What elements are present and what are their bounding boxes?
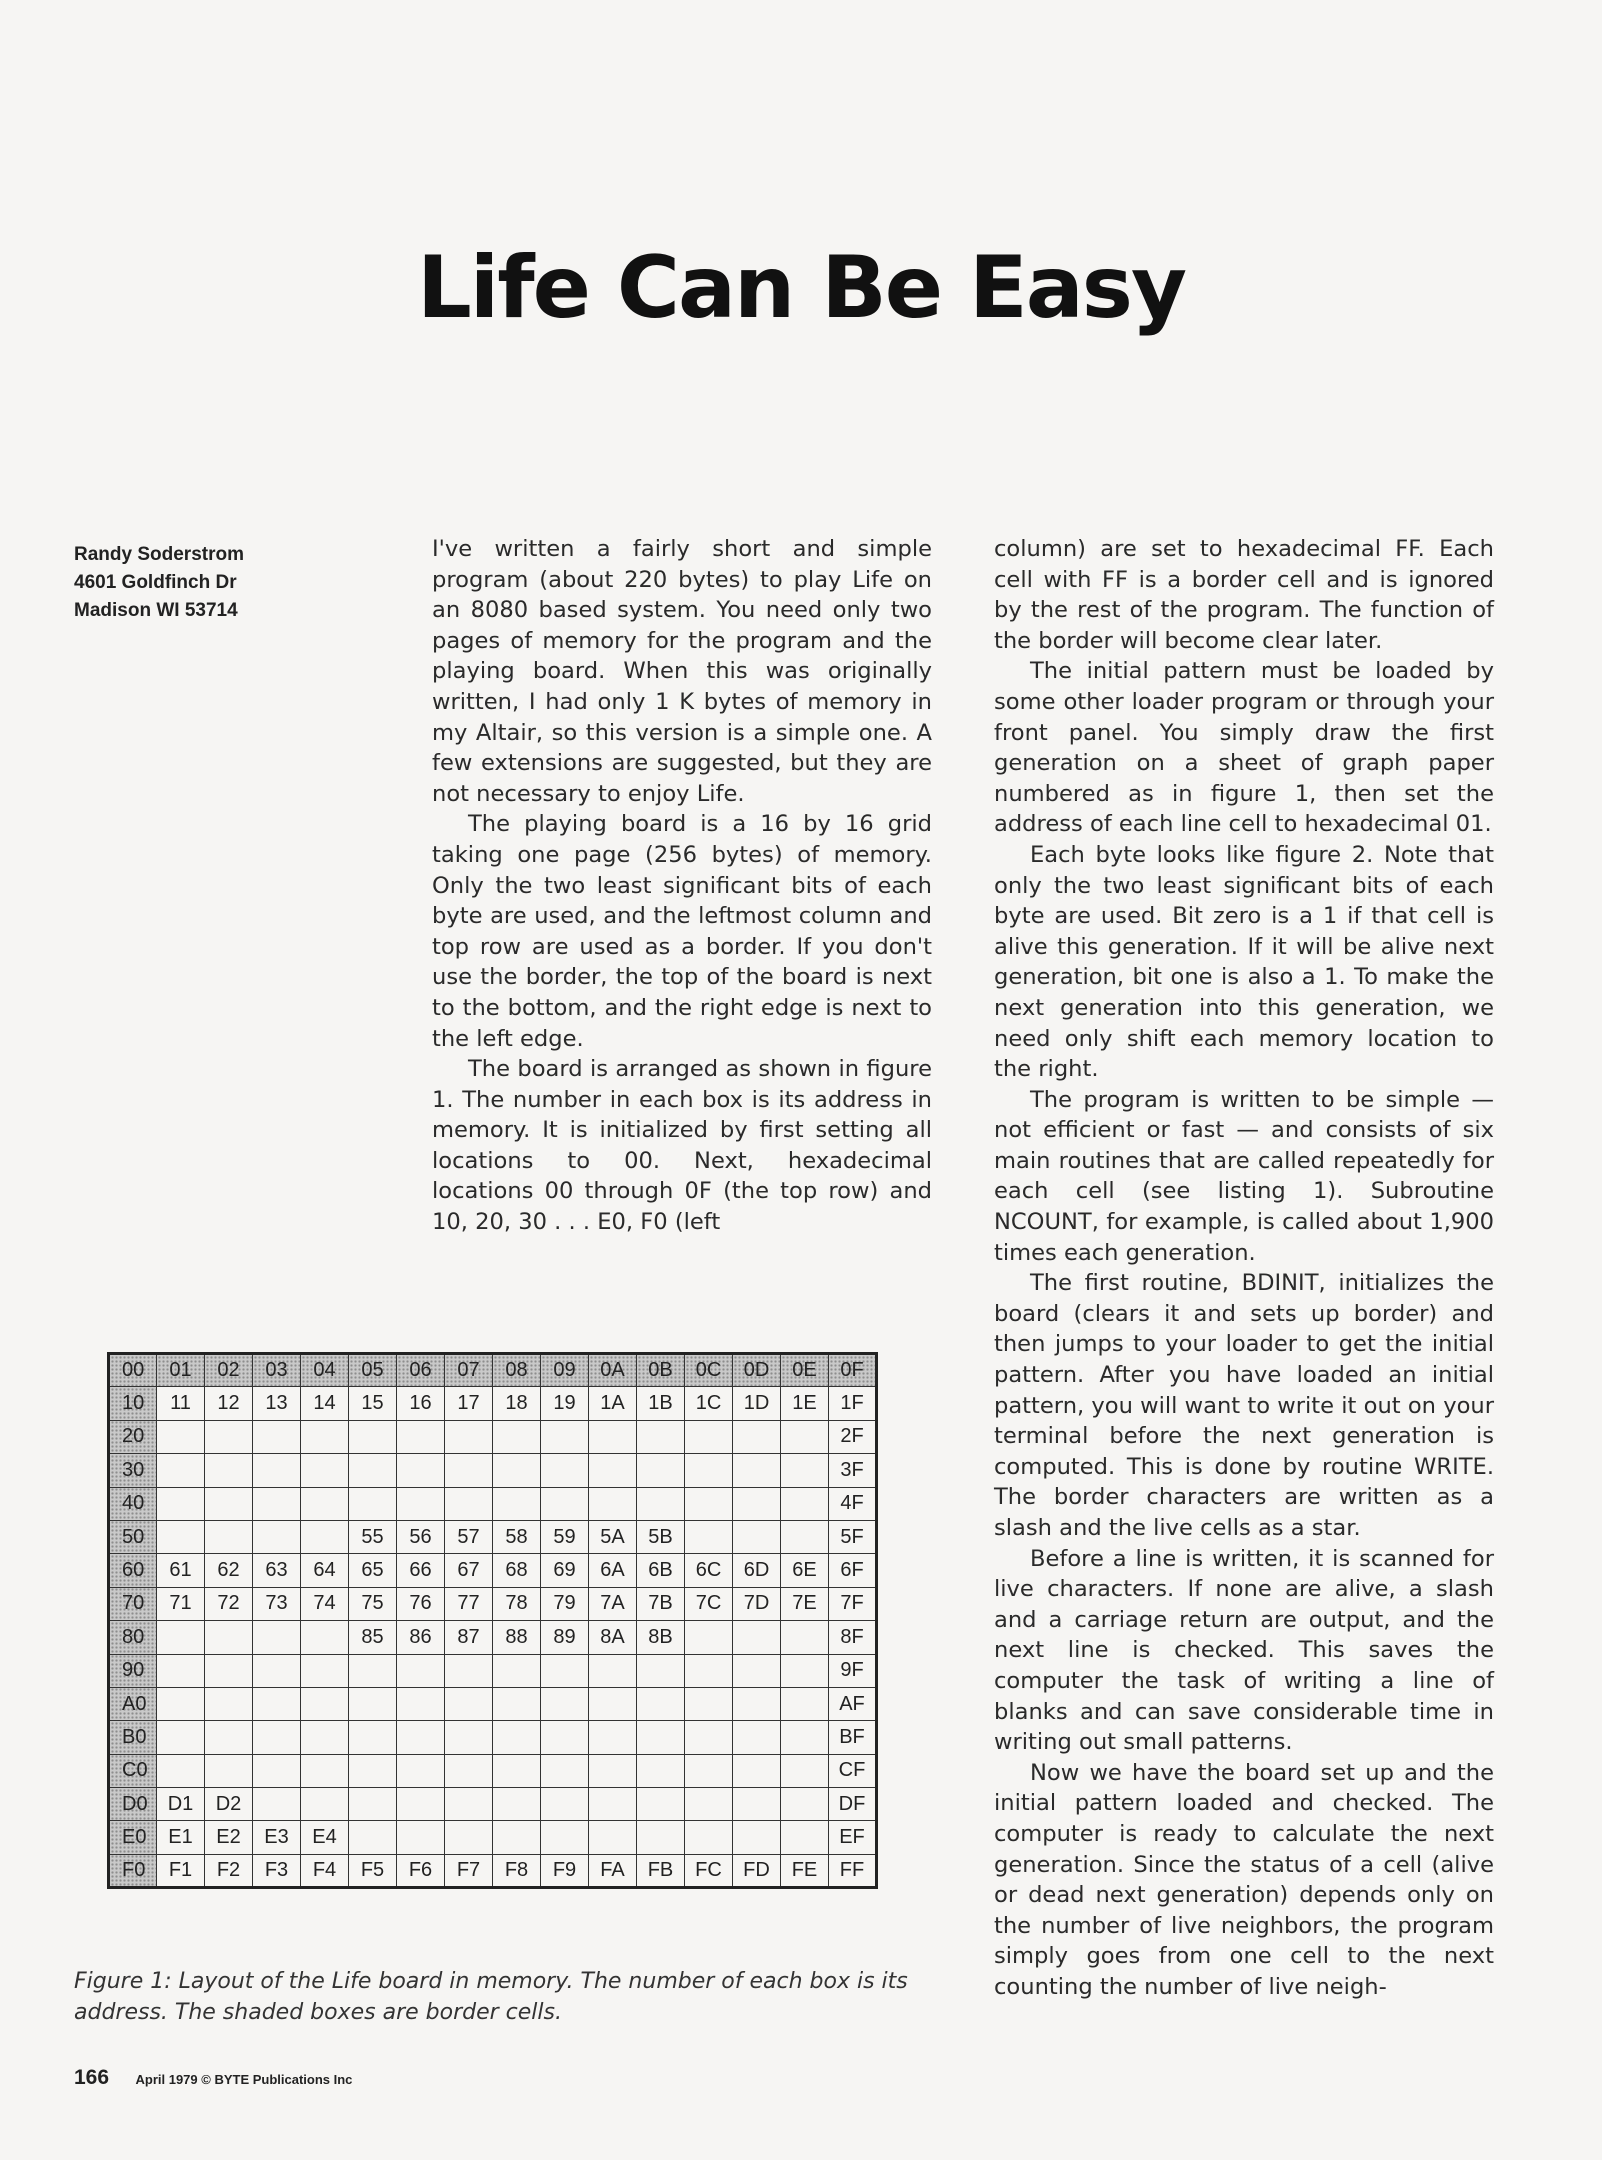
grid-cell	[349, 1687, 397, 1720]
grid-cell: 7A	[589, 1587, 637, 1620]
grid-cell: E0	[109, 1821, 157, 1854]
grid-cell	[397, 1454, 445, 1487]
grid-cell	[637, 1721, 685, 1754]
grid-cell	[301, 1454, 349, 1487]
grid-cell	[781, 1454, 829, 1487]
grid-cell: 9F	[829, 1654, 877, 1687]
grid-cell: AF	[829, 1687, 877, 1720]
grid-cell: 00	[109, 1354, 157, 1387]
grid-cell	[397, 1654, 445, 1687]
grid-row	[109, 1387, 877, 1420]
grid-cell	[781, 1788, 829, 1821]
grid-cell	[685, 1788, 733, 1821]
grid-cell	[253, 1788, 301, 1821]
grid-cell: FE	[781, 1854, 829, 1887]
grid-cell	[781, 1754, 829, 1787]
grid-cell: 88	[493, 1621, 541, 1654]
grid-cell	[205, 1754, 253, 1787]
grid-cell	[397, 1754, 445, 1787]
grid-cell: 5B	[637, 1520, 685, 1553]
grid-row	[109, 1420, 877, 1453]
grid-cell: 5A	[589, 1520, 637, 1553]
grid-row	[109, 1587, 877, 1620]
paragraph: Each byte looks like figure 2. Note that only the two least significant bits of each byte are used. Bit zero is a 1 if that cell is alive this generation. If it will be alive next generation, bit one is also a 1. To make the next generation into this generation, we need only shift each memory location to the right.	[994, 841, 1494, 1083]
grid-cell	[445, 1454, 493, 1487]
grid-cell: 18	[493, 1387, 541, 1420]
grid-cell	[445, 1754, 493, 1787]
grid-cell	[541, 1454, 589, 1487]
paragraph: The playing board is a 16 by 16 grid taking one page (256 bytes) of memory. Only the two least significant bits of each byte are used, and the leftmost column and top row are used as a border. If you don't use the border, the top of the board is next to the bottom, and the right edge is next to the left edge.	[432, 811, 932, 1052]
grid-cell	[397, 1788, 445, 1821]
grid-cell: F6	[397, 1854, 445, 1887]
grid-cell: 60	[109, 1554, 157, 1587]
grid-cell	[541, 1487, 589, 1520]
grid-cell	[445, 1721, 493, 1754]
grid-cell	[781, 1721, 829, 1754]
grid-cell: 71	[157, 1587, 205, 1620]
grid-cell	[205, 1687, 253, 1720]
grid-cell: A0	[109, 1687, 157, 1720]
grid-cell	[733, 1420, 781, 1453]
grid-cell: 20	[109, 1420, 157, 1453]
grid-cell: 63	[253, 1554, 301, 1587]
grid-cell	[301, 1754, 349, 1787]
grid-cell	[301, 1654, 349, 1687]
grid-cell: F5	[349, 1854, 397, 1887]
grid-cell: 61	[157, 1554, 205, 1587]
grid-cell: 15	[349, 1387, 397, 1420]
grid-cell	[253, 1420, 301, 1453]
grid-cell: 70	[109, 1587, 157, 1620]
grid-cell: F4	[301, 1854, 349, 1887]
paragraph: The initial pattern must be loaded by some other loader program or through your front panel. You simply draw the first generation on a sheet of graph paper numbered as in figure 1, then set the address of each line cell to hexadecimal 01.	[994, 658, 1494, 838]
grid-cell: 30	[109, 1454, 157, 1487]
grid-cell: 58	[493, 1520, 541, 1553]
grid-cell	[541, 1654, 589, 1687]
grid-cell	[205, 1654, 253, 1687]
grid-cell	[349, 1788, 397, 1821]
grid-cell: 66	[397, 1554, 445, 1587]
grid-cell: 3F	[829, 1454, 877, 1487]
grid-cell: 0C	[685, 1354, 733, 1387]
grid-cell	[253, 1454, 301, 1487]
grid-cell: FD	[733, 1854, 781, 1887]
grid-row	[109, 1788, 877, 1821]
grid-cell	[733, 1821, 781, 1854]
grid-cell: F1	[157, 1854, 205, 1887]
grid-cell	[589, 1754, 637, 1787]
grid-cell	[445, 1687, 493, 1720]
grid-cell: 01	[157, 1354, 205, 1387]
grid-cell: 6E	[781, 1554, 829, 1587]
grid-cell: 1C	[685, 1387, 733, 1420]
grid-cell: 69	[541, 1554, 589, 1587]
grid-cell	[781, 1487, 829, 1520]
grid-row	[109, 1687, 877, 1720]
grid-cell: 7D	[733, 1587, 781, 1620]
grid-cell: 07	[445, 1354, 493, 1387]
grid-cell	[157, 1487, 205, 1520]
grid-cell	[733, 1520, 781, 1553]
grid-row	[109, 1454, 877, 1487]
grid-cell	[205, 1621, 253, 1654]
grid-cell	[733, 1788, 781, 1821]
grid-cell	[589, 1788, 637, 1821]
grid-cell	[349, 1754, 397, 1787]
grid-cell	[157, 1454, 205, 1487]
author-block	[74, 541, 304, 625]
grid-cell	[397, 1821, 445, 1854]
grid-cell: 8F	[829, 1621, 877, 1654]
grid-cell	[445, 1654, 493, 1687]
grid-cell	[349, 1721, 397, 1754]
grid-cell: F3	[253, 1854, 301, 1887]
grid-cell	[157, 1621, 205, 1654]
article-title: Life Can Be Easy	[416, 238, 1186, 338]
grid-cell	[589, 1420, 637, 1453]
text-column-right	[994, 534, 1494, 2003]
paragraph: column) are set to hexadecimal FF. Each cell with FF is a border cell and is ignored by the rest of the program. The function of the border will become clear later.	[994, 536, 1494, 654]
grid-cell: E4	[301, 1821, 349, 1854]
grid-cell	[541, 1721, 589, 1754]
grid-cell	[637, 1454, 685, 1487]
grid-cell: F9	[541, 1854, 589, 1887]
grid-cell: 68	[493, 1554, 541, 1587]
grid-cell	[541, 1821, 589, 1854]
grid-cell	[733, 1621, 781, 1654]
grid-cell	[445, 1788, 493, 1821]
grid-cell	[445, 1487, 493, 1520]
grid-cell: 4F	[829, 1487, 877, 1520]
grid-row	[109, 1520, 877, 1553]
grid-cell: D2	[205, 1788, 253, 1821]
grid-cell: 08	[493, 1354, 541, 1387]
grid-cell	[589, 1821, 637, 1854]
grid-cell	[493, 1687, 541, 1720]
grid-cell: 1E	[781, 1387, 829, 1420]
grid-cell	[541, 1754, 589, 1787]
grid-cell	[637, 1654, 685, 1687]
grid-cell: 77	[445, 1587, 493, 1620]
grid-cell: 17	[445, 1387, 493, 1420]
paragraph: Before a line is written, it is scanned for live characters. If none are alive, a slash and a carriage return are output, and the next line is checked. This saves the computer the task of writing a line of blanks and can save considerable time in writing out small patterns.	[994, 1545, 1494, 1756]
grid-cell	[733, 1721, 781, 1754]
grid-cell: 74	[301, 1587, 349, 1620]
grid-cell: 06	[397, 1354, 445, 1387]
grid-cell: 0E	[781, 1354, 829, 1387]
grid-cell: 04	[301, 1354, 349, 1387]
grid-cell	[301, 1687, 349, 1720]
paragraph: The board is arranged as shown in figure 1. The number in each box is its address in memory. It is initialized by first setting all locations to 00. Next, hexadecimal locations 00 through 0F (the top row) and 10, 20, 30 . . . E0, F0 (left	[432, 1056, 932, 1236]
grid-cell: 12	[205, 1387, 253, 1420]
grid-cell: 5F	[829, 1520, 877, 1553]
grid-cell	[493, 1454, 541, 1487]
grid-cell: 87	[445, 1621, 493, 1654]
grid-cell	[541, 1788, 589, 1821]
grid-cell	[253, 1754, 301, 1787]
grid-cell	[685, 1754, 733, 1787]
grid-cell: 7E	[781, 1587, 829, 1620]
grid-cell	[589, 1654, 637, 1687]
grid-cell	[685, 1821, 733, 1854]
grid-cell: EF	[829, 1821, 877, 1854]
grid-cell: 6B	[637, 1554, 685, 1587]
grid-cell: FB	[637, 1854, 685, 1887]
grid-cell	[685, 1721, 733, 1754]
grid-cell: 8B	[637, 1621, 685, 1654]
grid-cell	[205, 1420, 253, 1453]
grid-cell	[253, 1721, 301, 1754]
grid-cell	[349, 1487, 397, 1520]
grid-row	[109, 1754, 877, 1787]
grid-row	[109, 1854, 877, 1887]
grid-cell	[349, 1654, 397, 1687]
memory-grid-body	[109, 1354, 877, 1888]
grid-cell: 6C	[685, 1554, 733, 1587]
grid-cell	[685, 1454, 733, 1487]
grid-cell: 78	[493, 1587, 541, 1620]
grid-row	[109, 1821, 877, 1854]
grid-cell	[253, 1621, 301, 1654]
grid-cell	[493, 1721, 541, 1754]
grid-cell: B0	[109, 1721, 157, 1754]
grid-cell: 75	[349, 1587, 397, 1620]
grid-cell	[541, 1420, 589, 1453]
grid-row	[109, 1621, 877, 1654]
grid-cell: 0D	[733, 1354, 781, 1387]
grid-cell	[301, 1487, 349, 1520]
grid-row	[109, 1654, 877, 1687]
grid-cell	[493, 1654, 541, 1687]
paragraph: I've written a fairly short and simple program (about 220 bytes) to play Life on an 8080 based system. You need only two pages of memory for the program and the playing board. When this was originally written, I had only 1 K bytes of memory in my Altair, so this version is a simple one. A few extensions are suggested, but they are not necessary to enjoy Life.	[432, 536, 932, 807]
grid-cell: D0	[109, 1788, 157, 1821]
grid-cell	[685, 1420, 733, 1453]
grid-cell	[637, 1420, 685, 1453]
grid-cell: 40	[109, 1487, 157, 1520]
grid-cell: 19	[541, 1387, 589, 1420]
grid-cell	[733, 1687, 781, 1720]
grid-cell: 80	[109, 1621, 157, 1654]
grid-cell	[637, 1821, 685, 1854]
grid-cell	[493, 1420, 541, 1453]
grid-cell: 10	[109, 1387, 157, 1420]
grid-cell: 59	[541, 1520, 589, 1553]
grid-cell: 6F	[829, 1554, 877, 1587]
grid-cell	[589, 1454, 637, 1487]
grid-cell: 2F	[829, 1420, 877, 1453]
grid-cell	[685, 1487, 733, 1520]
grid-cell	[301, 1621, 349, 1654]
grid-cell: D1	[157, 1788, 205, 1821]
grid-row	[109, 1354, 877, 1387]
grid-cell	[157, 1687, 205, 1720]
grid-cell: 76	[397, 1587, 445, 1620]
grid-cell: 73	[253, 1587, 301, 1620]
grid-cell	[781, 1520, 829, 1553]
grid-cell	[253, 1687, 301, 1720]
grid-cell: 09	[541, 1354, 589, 1387]
grid-cell: 50	[109, 1520, 157, 1553]
grid-cell	[205, 1520, 253, 1553]
grid-cell: 55	[349, 1520, 397, 1553]
grid-cell: 1D	[733, 1387, 781, 1420]
publication-credit: April 1979 © BYTE Publications Inc	[135, 2072, 353, 2087]
grid-cell: 65	[349, 1554, 397, 1587]
grid-cell: 64	[301, 1554, 349, 1587]
text-column-middle	[432, 534, 932, 1238]
page-number: 166	[74, 2066, 110, 2089]
grid-cell: DF	[829, 1788, 877, 1821]
grid-cell: 03	[253, 1354, 301, 1387]
grid-cell: 86	[397, 1621, 445, 1654]
grid-cell: 7B	[637, 1587, 685, 1620]
grid-cell	[301, 1788, 349, 1821]
grid-row	[109, 1487, 877, 1520]
grid-cell	[493, 1821, 541, 1854]
grid-cell	[349, 1821, 397, 1854]
grid-cell: 56	[397, 1520, 445, 1553]
grid-cell	[493, 1487, 541, 1520]
memory-layout-grid	[107, 1352, 878, 1889]
grid-cell: 02	[205, 1354, 253, 1387]
grid-cell	[445, 1821, 493, 1854]
grid-cell: 57	[445, 1520, 493, 1553]
grid-cell	[733, 1454, 781, 1487]
grid-row	[109, 1721, 877, 1754]
grid-cell: 16	[397, 1387, 445, 1420]
grid-cell	[253, 1520, 301, 1553]
grid-cell	[205, 1487, 253, 1520]
grid-cell	[493, 1788, 541, 1821]
grid-cell: FF	[829, 1854, 877, 1887]
grid-cell	[637, 1754, 685, 1787]
grid-cell: 0A	[589, 1354, 637, 1387]
grid-cell	[733, 1487, 781, 1520]
grid-cell	[493, 1754, 541, 1787]
grid-cell: 79	[541, 1587, 589, 1620]
grid-cell	[685, 1520, 733, 1553]
grid-cell: 67	[445, 1554, 493, 1587]
grid-cell	[781, 1654, 829, 1687]
grid-cell	[589, 1721, 637, 1754]
author-city: Madison WI 53714	[74, 600, 238, 621]
grid-cell: F0	[109, 1854, 157, 1887]
grid-cell	[637, 1687, 685, 1720]
grid-cell	[349, 1454, 397, 1487]
grid-cell	[157, 1420, 205, 1453]
grid-cell: BF	[829, 1721, 877, 1754]
grid-cell: 7C	[685, 1587, 733, 1620]
grid-cell	[781, 1420, 829, 1453]
paragraph: The first routine, BDINIT, initializes the board (clears it and sets up border) and then jumps to your loader to get the initial pattern. After you have loaded an initial pattern, you will want to write it out on your terminal before the next generation is computed. This is done by routine WRITE. The border characters are written as a slash and the live cells as a star.	[994, 1270, 1494, 1541]
grid-cell: 1F	[829, 1387, 877, 1420]
grid-cell: 1B	[637, 1387, 685, 1420]
grid-cell: 14	[301, 1387, 349, 1420]
grid-cell	[397, 1687, 445, 1720]
figure-caption: Figure 1: Layout of the Life board in memory. The number of each box is its address. The shaded boxes are border cells.	[74, 1969, 908, 2025]
grid-row	[109, 1554, 877, 1587]
grid-cell: 8A	[589, 1621, 637, 1654]
grid-cell	[685, 1687, 733, 1720]
grid-cell	[301, 1520, 349, 1553]
grid-cell	[781, 1687, 829, 1720]
paragraph: The program is written to be simple — not efficient or fast — and consists of six main routines that are called repeatedly for each cell (see listing 1). Subroutine NCOUNT, for example, is called about 1,900 times each generation.	[994, 1086, 1494, 1266]
grid-cell: 90	[109, 1654, 157, 1687]
grid-cell: F7	[445, 1854, 493, 1887]
grid-cell: 1A	[589, 1387, 637, 1420]
grid-cell	[685, 1621, 733, 1654]
grid-cell: 72	[205, 1587, 253, 1620]
grid-cell	[733, 1654, 781, 1687]
grid-cell: C0	[109, 1754, 157, 1787]
grid-cell	[541, 1687, 589, 1720]
grid-cell: 11	[157, 1387, 205, 1420]
grid-cell	[253, 1654, 301, 1687]
grid-cell: FC	[685, 1854, 733, 1887]
grid-cell	[157, 1654, 205, 1687]
grid-cell: 6D	[733, 1554, 781, 1587]
grid-cell: F8	[493, 1854, 541, 1887]
grid-cell	[781, 1621, 829, 1654]
grid-cell: 0B	[637, 1354, 685, 1387]
grid-cell	[397, 1487, 445, 1520]
grid-cell: FA	[589, 1854, 637, 1887]
grid-cell: 89	[541, 1621, 589, 1654]
grid-cell	[685, 1654, 733, 1687]
grid-cell	[637, 1487, 685, 1520]
grid-cell: 85	[349, 1621, 397, 1654]
grid-cell: 62	[205, 1554, 253, 1587]
grid-cell: CF	[829, 1754, 877, 1787]
author-street: 4601 Goldfinch Dr	[74, 572, 237, 593]
grid-cell	[253, 1487, 301, 1520]
grid-cell: 6A	[589, 1554, 637, 1587]
page-footer	[74, 2066, 352, 2090]
grid-cell	[637, 1788, 685, 1821]
grid-cell	[349, 1420, 397, 1453]
grid-cell	[301, 1420, 349, 1453]
grid-cell: 05	[349, 1354, 397, 1387]
grid-cell	[445, 1420, 493, 1453]
grid-cell	[205, 1454, 253, 1487]
grid-cell	[397, 1721, 445, 1754]
grid-cell	[781, 1821, 829, 1854]
grid-cell: 7F	[829, 1587, 877, 1620]
grid-cell: E3	[253, 1821, 301, 1854]
grid-cell	[397, 1420, 445, 1453]
grid-cell: F2	[205, 1854, 253, 1887]
grid-cell	[301, 1721, 349, 1754]
grid-cell: 13	[253, 1387, 301, 1420]
grid-cell	[589, 1487, 637, 1520]
grid-cell	[157, 1721, 205, 1754]
grid-cell	[733, 1754, 781, 1787]
grid-cell	[205, 1721, 253, 1754]
author-name: Randy Soderstrom	[74, 544, 244, 565]
grid-cell: E1	[157, 1821, 205, 1854]
grid-cell	[589, 1687, 637, 1720]
grid-cell: E2	[205, 1821, 253, 1854]
paragraph: Now we have the board set up and the initial pattern loaded and checked. The computer is ready to calculate the next generation. Since the status of a cell (alive or dead next generation) depends only on the number of live neighbors, the program simply goes from one cell to the next counting the number of live neigh-	[994, 1759, 1494, 2000]
grid-cell: 0F	[829, 1354, 877, 1387]
grid-cell	[157, 1754, 205, 1787]
grid-cell	[157, 1520, 205, 1553]
